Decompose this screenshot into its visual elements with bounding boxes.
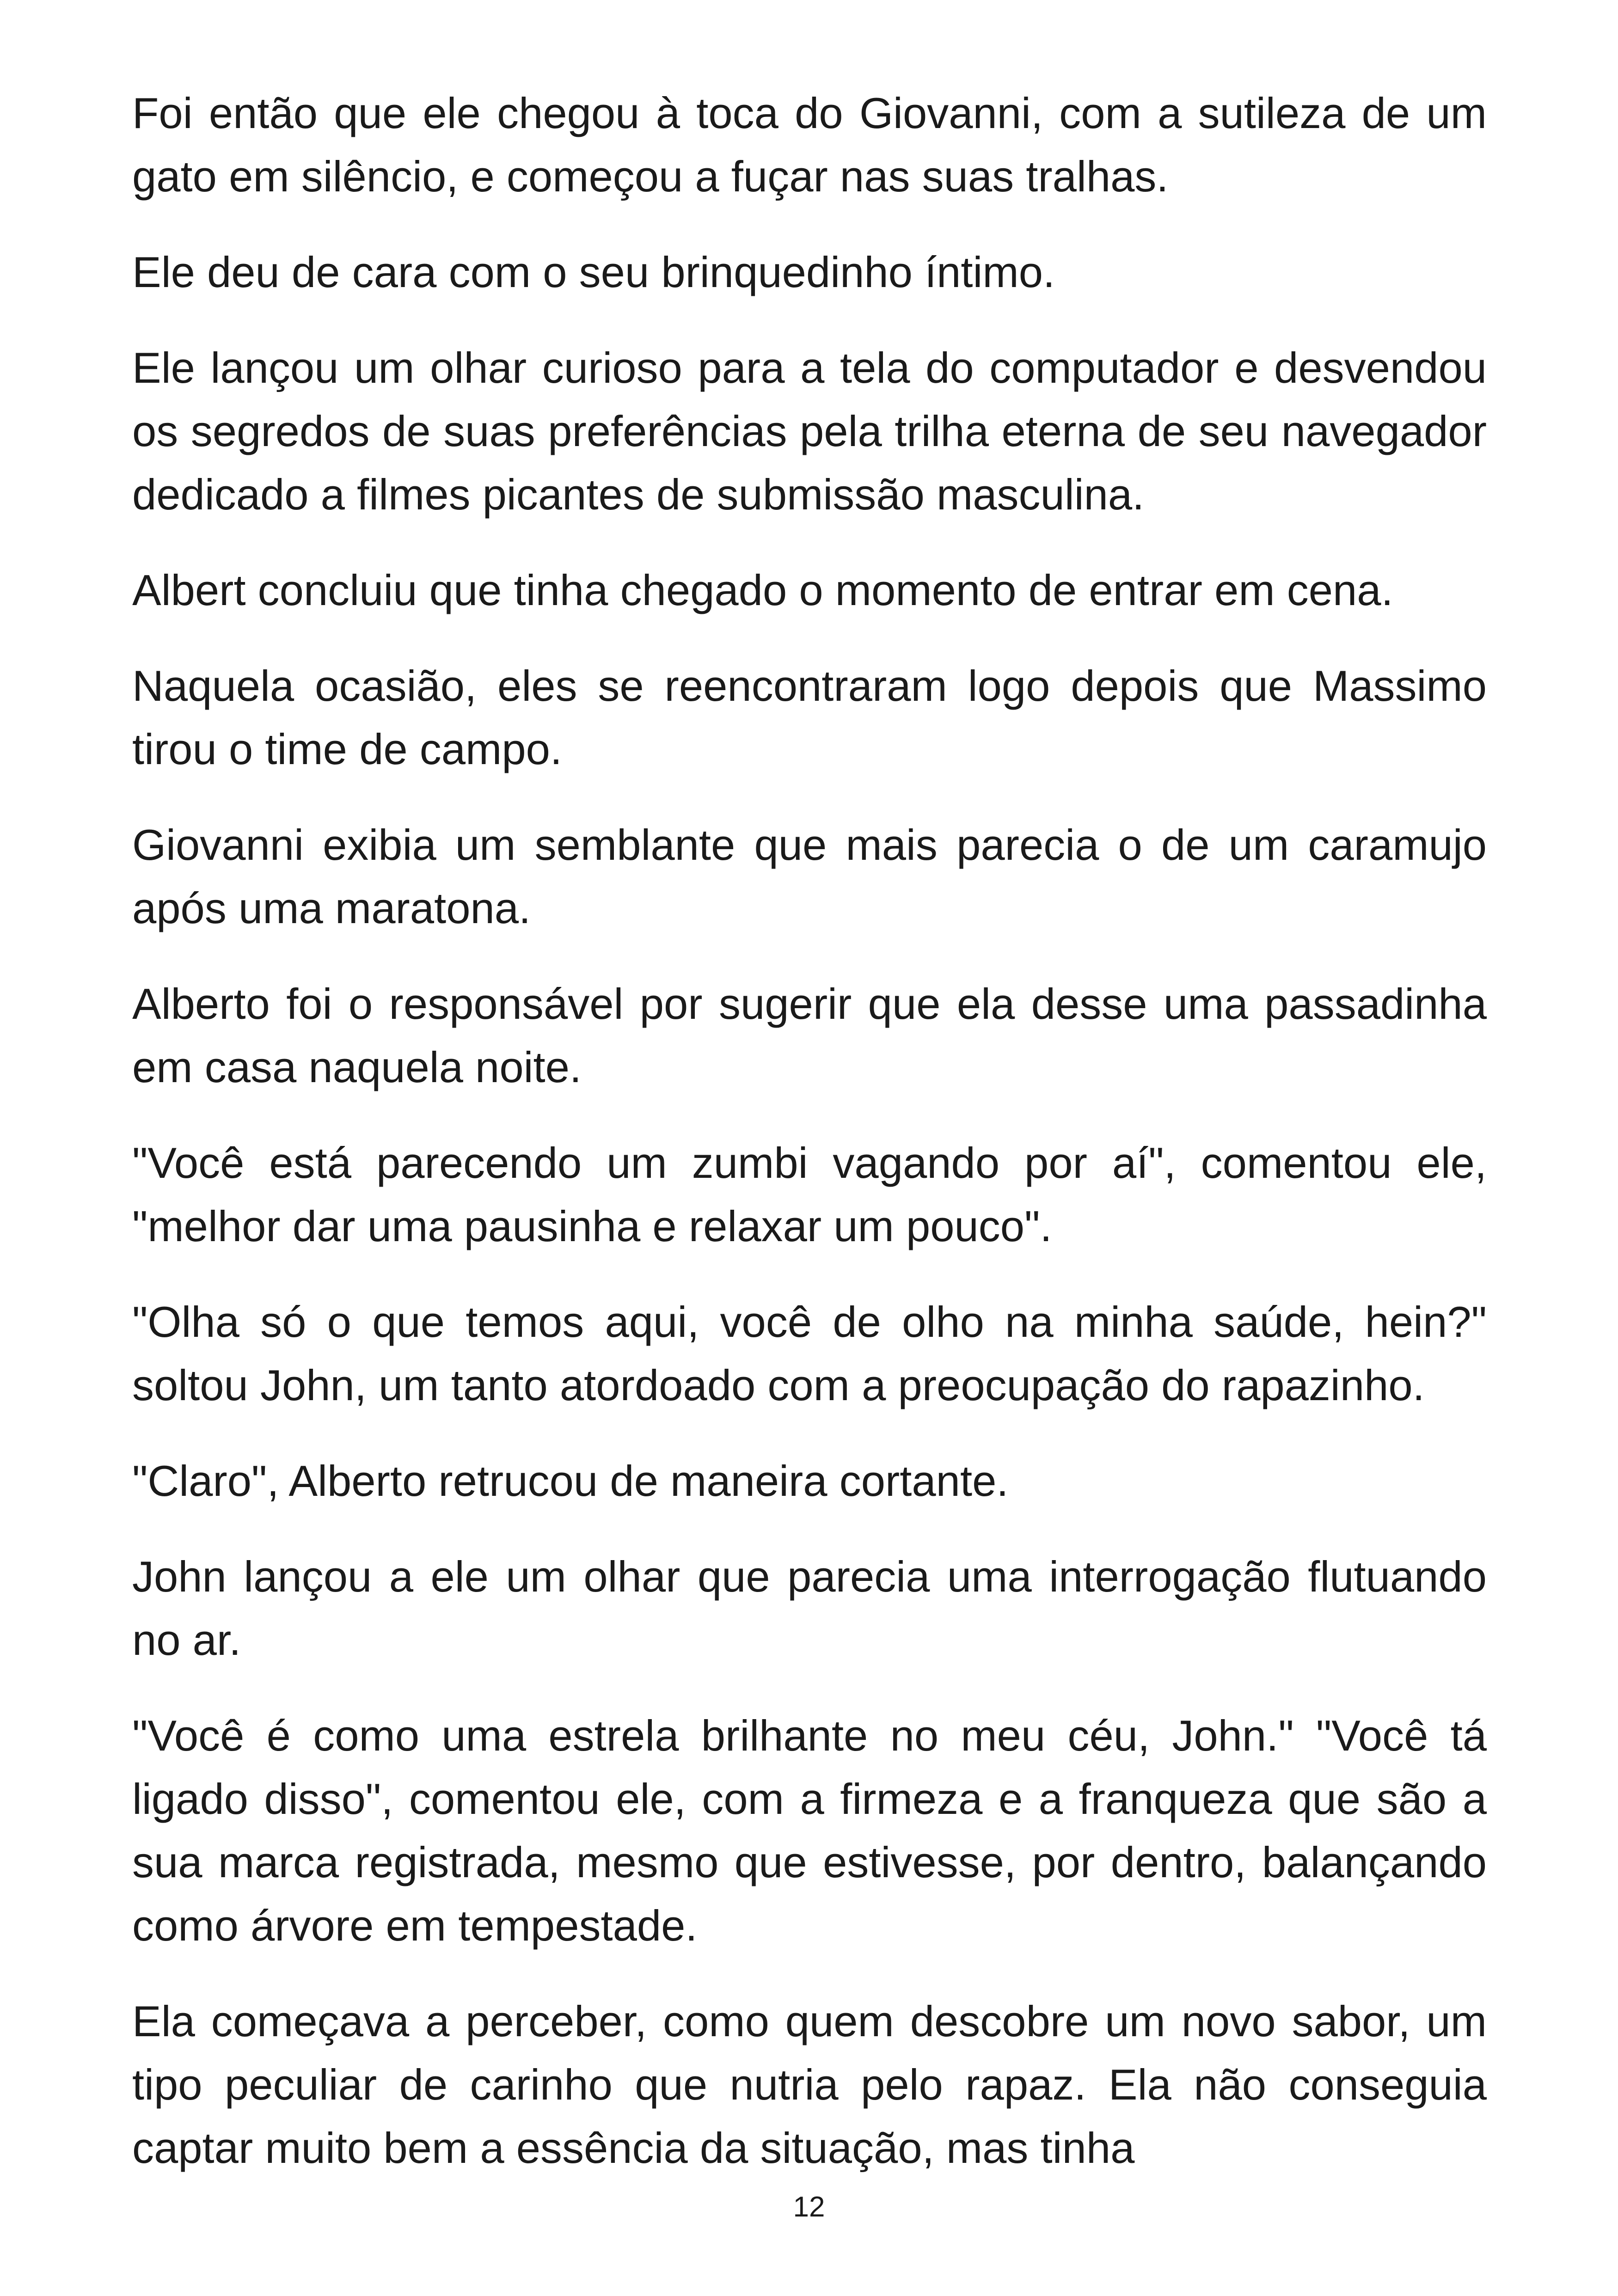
paragraph: John lançou a ele um olhar que parecia uma interrogação flutuando no ar. — [132, 1552, 1487, 1664]
page-number: 12 — [793, 2191, 825, 2223]
paragraph: Ele lançou um olhar curioso para a tela do computador e desvendou os segredos de suas preferências pela trilha eterna de seu navegador dedicado a filmes picantes de submissão masculina. — [132, 343, 1487, 519]
paragraph: Foi então que ele chegou à toca do Giovanni, com a sutileza de um gato em silêncio, e começou a fuçar nas suas tralhas. — [132, 89, 1487, 201]
page-body — [132, 81, 1487, 2212]
paragraph: "Você é como uma estrela brilhante no meu céu, John." "Você tá ligado disso", comentou ele, com a firmeza e a franqueza que são a sua marca registrada, mesmo que estivesse, por dentro, balançando como árvore em tempestade. — [132, 1711, 1487, 1950]
paragraph: Albert concluiu que tinha chegado o momento de entrar em cena. — [132, 566, 1393, 614]
paragraph: Ele deu de cara com o seu brinquedinho íntimo. — [132, 248, 1055, 296]
paragraph: Alberto foi o responsável por sugerir que ela desse uma passadinha em casa naquela noite. — [132, 980, 1487, 1091]
paragraph: "Olha só o que temos aqui, você de olho na minha saúde, hein?" soltou John, um tanto atordoado com a preocupação do rapazinho. — [132, 1298, 1487, 1409]
paragraph: Ela começava a perceber, como quem descobre um novo sabor, um tipo peculiar de carinho que nutria pelo rapaz. Ela não conseguia captar muito bem a essência da situação, mas tinha — [132, 1997, 1487, 2172]
paragraph: Giovanni exibia um semblante que mais parecia o de um caramujo após uma maratona. — [132, 820, 1487, 932]
paragraph: "Claro", Alberto retrucou de maneira cortante. — [132, 1457, 1009, 1505]
paragraph: "Você está parecendo um zumbi vagando por aí", comentou ele, "melhor dar uma pausinha e relaxar um pouco". — [132, 1139, 1487, 1250]
paragraph: Naquela ocasião, eles se reencontraram logo depois que Massimo tirou o time de campo. — [132, 661, 1487, 773]
